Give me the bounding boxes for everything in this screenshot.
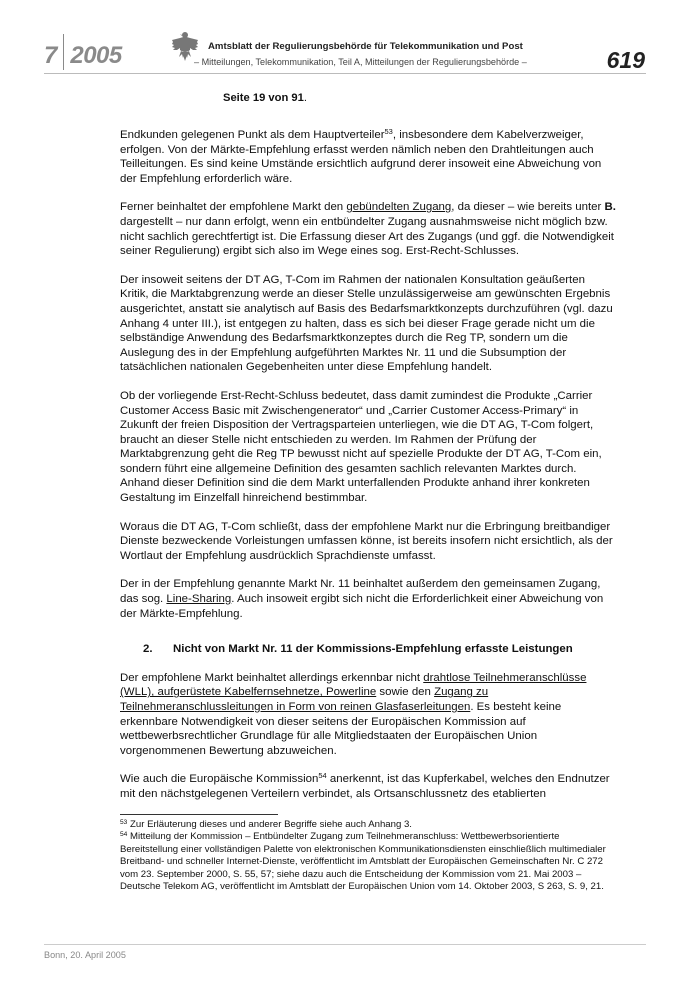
p7-text-b: sowie den	[376, 686, 435, 699]
footer-date: Bonn, 20. April 2005	[44, 950, 126, 960]
paragraph-2	[120, 200, 616, 258]
paragraph-1	[120, 128, 616, 186]
issue-number-value: 7	[44, 42, 57, 69]
seite-dot: .	[303, 92, 307, 104]
paragraph-3: Der insoweit seitens der DT AG, T-Com im Rahmen der nationalen Konsultation geäußerten Kritik, die Marktabgrenzung werde an dieser Stelle unzulässigerweise am gewünschten Ergebnis ausgerichtet, anstatt sie analytisch auf Basis des Bedarfsmarktkonzepts durchzuführen (vgl. dazu Anhang 4 unter III.), ist entgegen zu halten, dass es sich bei dieser Frage gerade nicht um die selbständige Anwendung des Bedarfsmarktkonzeptes durch die Reg TP, sondern um die Auslegung des in der Empfehlung aufgeführten Marktes Nr. 11 und die Subsumption der tatsächlichen nationalen Gegebenheiten unter diese Empfehlung handelt.	[120, 273, 613, 374]
footnote-number: 54	[120, 831, 128, 839]
section-number: 2.	[143, 643, 153, 656]
footnote-rule	[120, 814, 278, 815]
issue-number	[44, 42, 122, 70]
p7-underlined-term-2: Zugang zu Teilnehmeranschlussleitungen in Form von reinen Glasfaserleitungen	[120, 686, 489, 713]
header-rule	[44, 73, 646, 74]
p1-text-b: , insbesondere dem Kabelverzweiger, erfolgen. Von der Märkte-Empfehlung erfasst werden nämlich neben den Drahtleitungen auch Teilleitungen. Es sind keine Umstände ersichtlich aufgrund derer insoweit eine Abweichung von der Empfehlung erforderlich wäre.	[120, 129, 602, 185]
paragraph-7	[120, 671, 616, 759]
gazette-subtitle: – Mitteilungen, Telekommunikation, Teil A, Mitteilungen der Regulierungsbehörde –	[194, 57, 527, 67]
p2-text-c: dargestellt – nur dann erfolgt, wenn ein entbündelter Zugang ausnahmsweise nicht möglich bzw. nicht sachlich gerechtfertigt ist. Die Erfassung dieser Art des Zugangs (und ggf. die Notwendigkeit seiner Regulierung) ergibt sich also im Wege eines sog. Erst-Recht-Schlusses.	[120, 215, 614, 258]
page-number: 619	[606, 47, 645, 73]
p6-text-b: . Auch insoweit ergibt sich nicht die Erforderlichkeit einer Abweichung von der Märkte-Empfehlung.	[120, 593, 604, 620]
section-heading	[120, 642, 616, 657]
footnote-number: 53	[120, 819, 128, 826]
paragraph-8	[120, 772, 616, 801]
p1-text-a: Endkunden gelegenen Punkt als dem Hauptverteiler	[120, 129, 385, 141]
document-body	[120, 128, 616, 816]
section-title: Nicht von Markt Nr. 11 der Kommissions-Empfehlung erfasste Leistungen	[173, 643, 573, 656]
footnotes	[120, 819, 616, 893]
p6-underlined-term: Line-Sharing	[166, 593, 232, 606]
footnote-ref-53[interactable]: 53	[384, 127, 393, 136]
issue-year: 2005	[70, 42, 122, 69]
paragraph-4: Ob der vorliegende Erst-Recht-Schluss bedeutet, dass damit zumindest die Produkte „Carrier Customer Access Basic mit Zwischengenerator“ und „Carrier Customer Access-Primary“ in Zukunft der freien Disposition der Vertragsparteien unterliegen, wie die DT AG, T-Com folgert, braucht an dieser Stelle nicht entschieden zu werden. Im Rahmen der Prüfung der Marktabgrenzung geht die Reg TP bewusst nicht auf spezielle Produkte der DT AG, T-Com ein, sondern führt eine allgemeine Definition des gesamten sachlich relevanten Marktes durch. Anhand dieser Definition sind die dem Markt unterfallenden Produkte anhand ihrer konkreten Gestaltung im Einzelfall hinreichend bestimmbar.	[120, 389, 602, 505]
p7-text-c: . Es besteht keine erkennbare Notwendigkeit von dieser seitens der Europäischen Kommission auf wettbewerbsrechtlicher Grundlage für alle Mitgliedstaaten der Europäischen Union vorgenommenen Bewertung abzuweichen.	[120, 701, 562, 757]
seite-indicator	[223, 92, 307, 104]
footnote-54	[120, 831, 616, 893]
p2-underlined-term: gebündelten Zugang	[346, 201, 452, 214]
p2-section-ref: B.	[604, 201, 616, 214]
footnote-text: Zur Erläuterung dieses und anderer Begriffe siehe auch Anhang 3.	[127, 819, 412, 830]
paragraph-6	[120, 577, 616, 621]
paragraph-5: Woraus die DT AG, T-Com schließt, dass der empfohlene Markt nur die Erbringung breitbandiger Dienste bezweckende Vorleistungen umfassen könne, ist bereits insofern nicht ersichtlich, als der Wortlaut der Empfehlung ausdrücklich Sprachdienste umfasst.	[120, 520, 613, 562]
seite-label: Seite 19 von 91	[223, 92, 304, 104]
p2-text-b: , da dieser – wie bereits unter	[451, 201, 605, 214]
p8-text-a: Wie auch die Europäische Kommission	[120, 773, 319, 786]
gazette-title: Amtsblatt der Regulierungsbehörde für Telekommunikation und Post	[208, 41, 523, 52]
p8-text-b: anerkennt, ist das Kupferkabel, welches den Endnutzer mit den nächstgelegenen Verteilern verbindet, als Ortsanschlussnetz des etablierten	[120, 773, 610, 800]
p2-text-a: Ferner beinhaltet der empfohlene Markt den	[120, 201, 347, 214]
footnote-53	[120, 819, 616, 831]
p7-underlined-term-1: drahtlose Teilnehmeranschlüsse (WLL), aufgerüstete Kabelfernsehnetze, Powerline	[120, 671, 587, 699]
p6-text-a: Der in der Empfehlung genannte Markt Nr. 11 beinhaltet außerdem den gemeinsamen Zugang, das sog.	[120, 578, 601, 606]
issue-divider	[63, 34, 65, 70]
footer-rule	[44, 944, 646, 945]
p7-text-a: Der empfohlene Markt beinhaltet allerdings erkennbar nicht	[120, 671, 424, 684]
footnote-ref-54[interactable]: 54	[318, 771, 327, 781]
footnote-text: Mitteilung der Kommission – Entbündelter Zugang zum Teilnehmeranschluss: Wettbewerbsorientierte Bereitstellung einer vollständigen Palette von elektronischen Kommunikationsdiensten einschließlich multimedialer Breitband- und schneller Internet-Dienste, veröffentlicht im Amtsblatt der Europäischen Gemeinschaften Nr. C 272 vom 23. September 2000, S. 55, 57; siehe dazu auch die Entscheidung der Kommission vom 21. Mai 2003 – Deutsche Telekom AG, veröffentlicht im Amtsblatt der Europäischen Union vom 14. Oktober 2003, S 263, S. 9, 21.	[120, 831, 606, 893]
